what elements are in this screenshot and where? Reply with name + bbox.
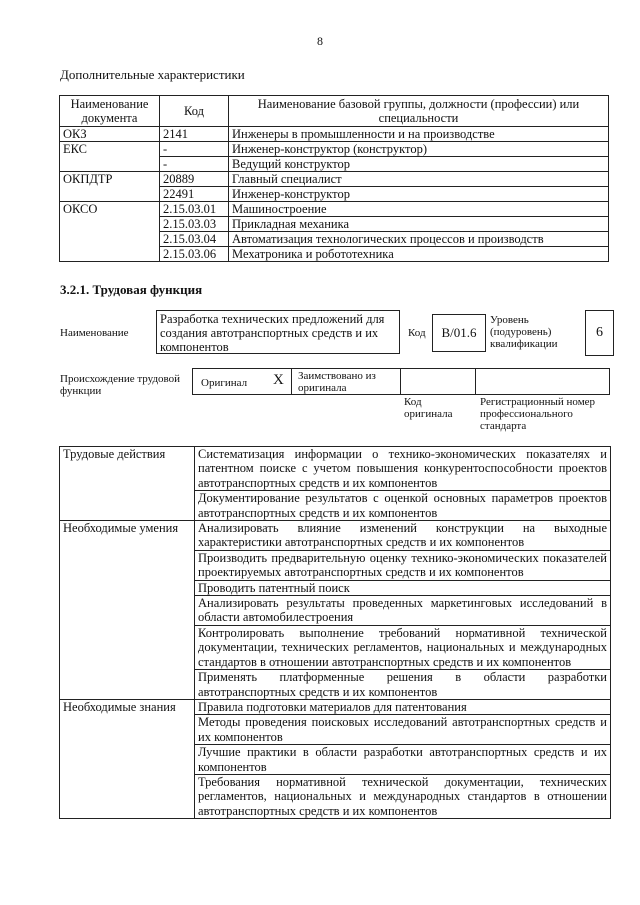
header-name: Наименование базовой группы, должности (профессии) или специальности	[229, 96, 609, 127]
cell-doc: ОКПДТР	[60, 172, 160, 202]
category-skills: Необходимые умения	[60, 521, 195, 700]
section-title: 3.2.1. Трудовая функция	[60, 282, 203, 297]
cell-code: -	[160, 157, 229, 172]
cell-name: Инженер-конструктор (конструктор)	[229, 142, 609, 157]
category-actions: Трудовые действия	[60, 447, 195, 521]
knowledge-item: Методы проведения поисковых исследований автотранспортных средств и их компонентов	[195, 715, 611, 745]
action-item: Систематизация информации о технико-экономических показателях и патентном поиске с учетом повышения конкурентоспособности проектов автотранспортных средств и их компонентов	[195, 447, 611, 491]
function-code-box: B/01.6	[432, 314, 486, 352]
original-label: Оригинал	[201, 377, 248, 389]
cell-name: Инженеры в промышленности и на производстве	[229, 127, 609, 142]
cell-doc: ОКСО	[60, 202, 160, 262]
knowledge-item: Лучшие практики в области разработки автотранспортных средств и их компонентов	[195, 745, 611, 775]
page-number: 8	[317, 34, 323, 48]
skill-item: Производить предварительную оценку технико-экономических показателей проектируемых автотранспортных средств и их компонентов	[195, 550, 611, 580]
labor-function-table	[59, 446, 611, 819]
original-mark: X	[273, 372, 284, 388]
cell-name: Мехатроника и робототехника	[229, 247, 609, 262]
additional-characteristics-heading: Дополнительные характеристики	[60, 67, 245, 82]
code-label: Код	[408, 327, 426, 339]
skill-item: Применять платформенные решения в области разработки автотранспортных средств и их компонентов	[195, 670, 611, 700]
cell-code: 2.15.03.04	[160, 232, 229, 247]
borrowed-label: Заимствовано из оригинала	[298, 370, 376, 394]
origin-row	[192, 368, 610, 395]
cell-code: 2141	[160, 127, 229, 142]
borrowed-cell	[291, 368, 401, 395]
cell-code: 22491	[160, 187, 229, 202]
function-name-box: Разработка технических предложений для создания автотранспортных средств и их компонентов	[156, 310, 400, 354]
skill-item: Анализировать результаты проведенных маркетинговых исследований в области автомобилестроения	[195, 596, 611, 626]
additional-characteristics-table	[59, 95, 609, 262]
cell-name: Прикладная механика	[229, 217, 609, 232]
knowledge-item: Требования нормативной технической документации, технических регламентов, национальных и международных стандартов в отношении автотранспортных средств и их компонентов	[195, 774, 611, 818]
origin-label: Происхождение трудовой функции	[60, 373, 181, 397]
original-code-cell	[400, 368, 476, 395]
cell-code: 2.15.03.06	[160, 247, 229, 262]
cell-name: Главный специалист	[229, 172, 609, 187]
registration-number-cell	[475, 368, 610, 395]
skill-item: Контролировать выполнение требований нормативной технической документации, технических регламентов, национальных и международных стандартов в отношении автотранспортных средств и их компонентов	[195, 625, 611, 669]
cell-code: -	[160, 142, 229, 157]
original-cell	[192, 368, 292, 395]
cell-name: Инженер-конструктор	[229, 187, 609, 202]
cell-code: 2.15.03.03	[160, 217, 229, 232]
level-box: 6	[585, 310, 614, 356]
cell-doc: ЕКС	[60, 142, 160, 172]
action-item: Документирование результатов с оценкой основных параметров проектов автотранспортных средств и их компонентов	[195, 491, 611, 521]
name-label: Наименование	[60, 327, 129, 339]
cell-doc: ОКЗ	[60, 127, 160, 142]
level-label: Уровень (подуровень) квалификации	[490, 314, 558, 350]
code-original-caption: Код оригинала	[404, 396, 453, 420]
skill-item: Проводить патентный поиск	[195, 580, 611, 595]
cell-code: 2.15.03.01	[160, 202, 229, 217]
cell-name: Автоматизация технологических процессов и производств	[229, 232, 609, 247]
cell-name: Машиностроение	[229, 202, 609, 217]
header-doc: Наименование документа	[60, 96, 160, 127]
registration-caption: Регистрационный номер профессионального стандарта	[480, 396, 596, 432]
header-code: Код	[160, 96, 229, 127]
knowledge-item: Правила подготовки материалов для патентования	[195, 699, 611, 714]
cell-name: Ведущий конструктор	[229, 157, 609, 172]
category-knowledge: Необходимые знания	[60, 699, 195, 818]
cell-code: 20889	[160, 172, 229, 187]
skill-item: Анализировать влияние изменений конструкции на выходные характеристики автотранспортных средств и их компонентов	[195, 521, 611, 551]
